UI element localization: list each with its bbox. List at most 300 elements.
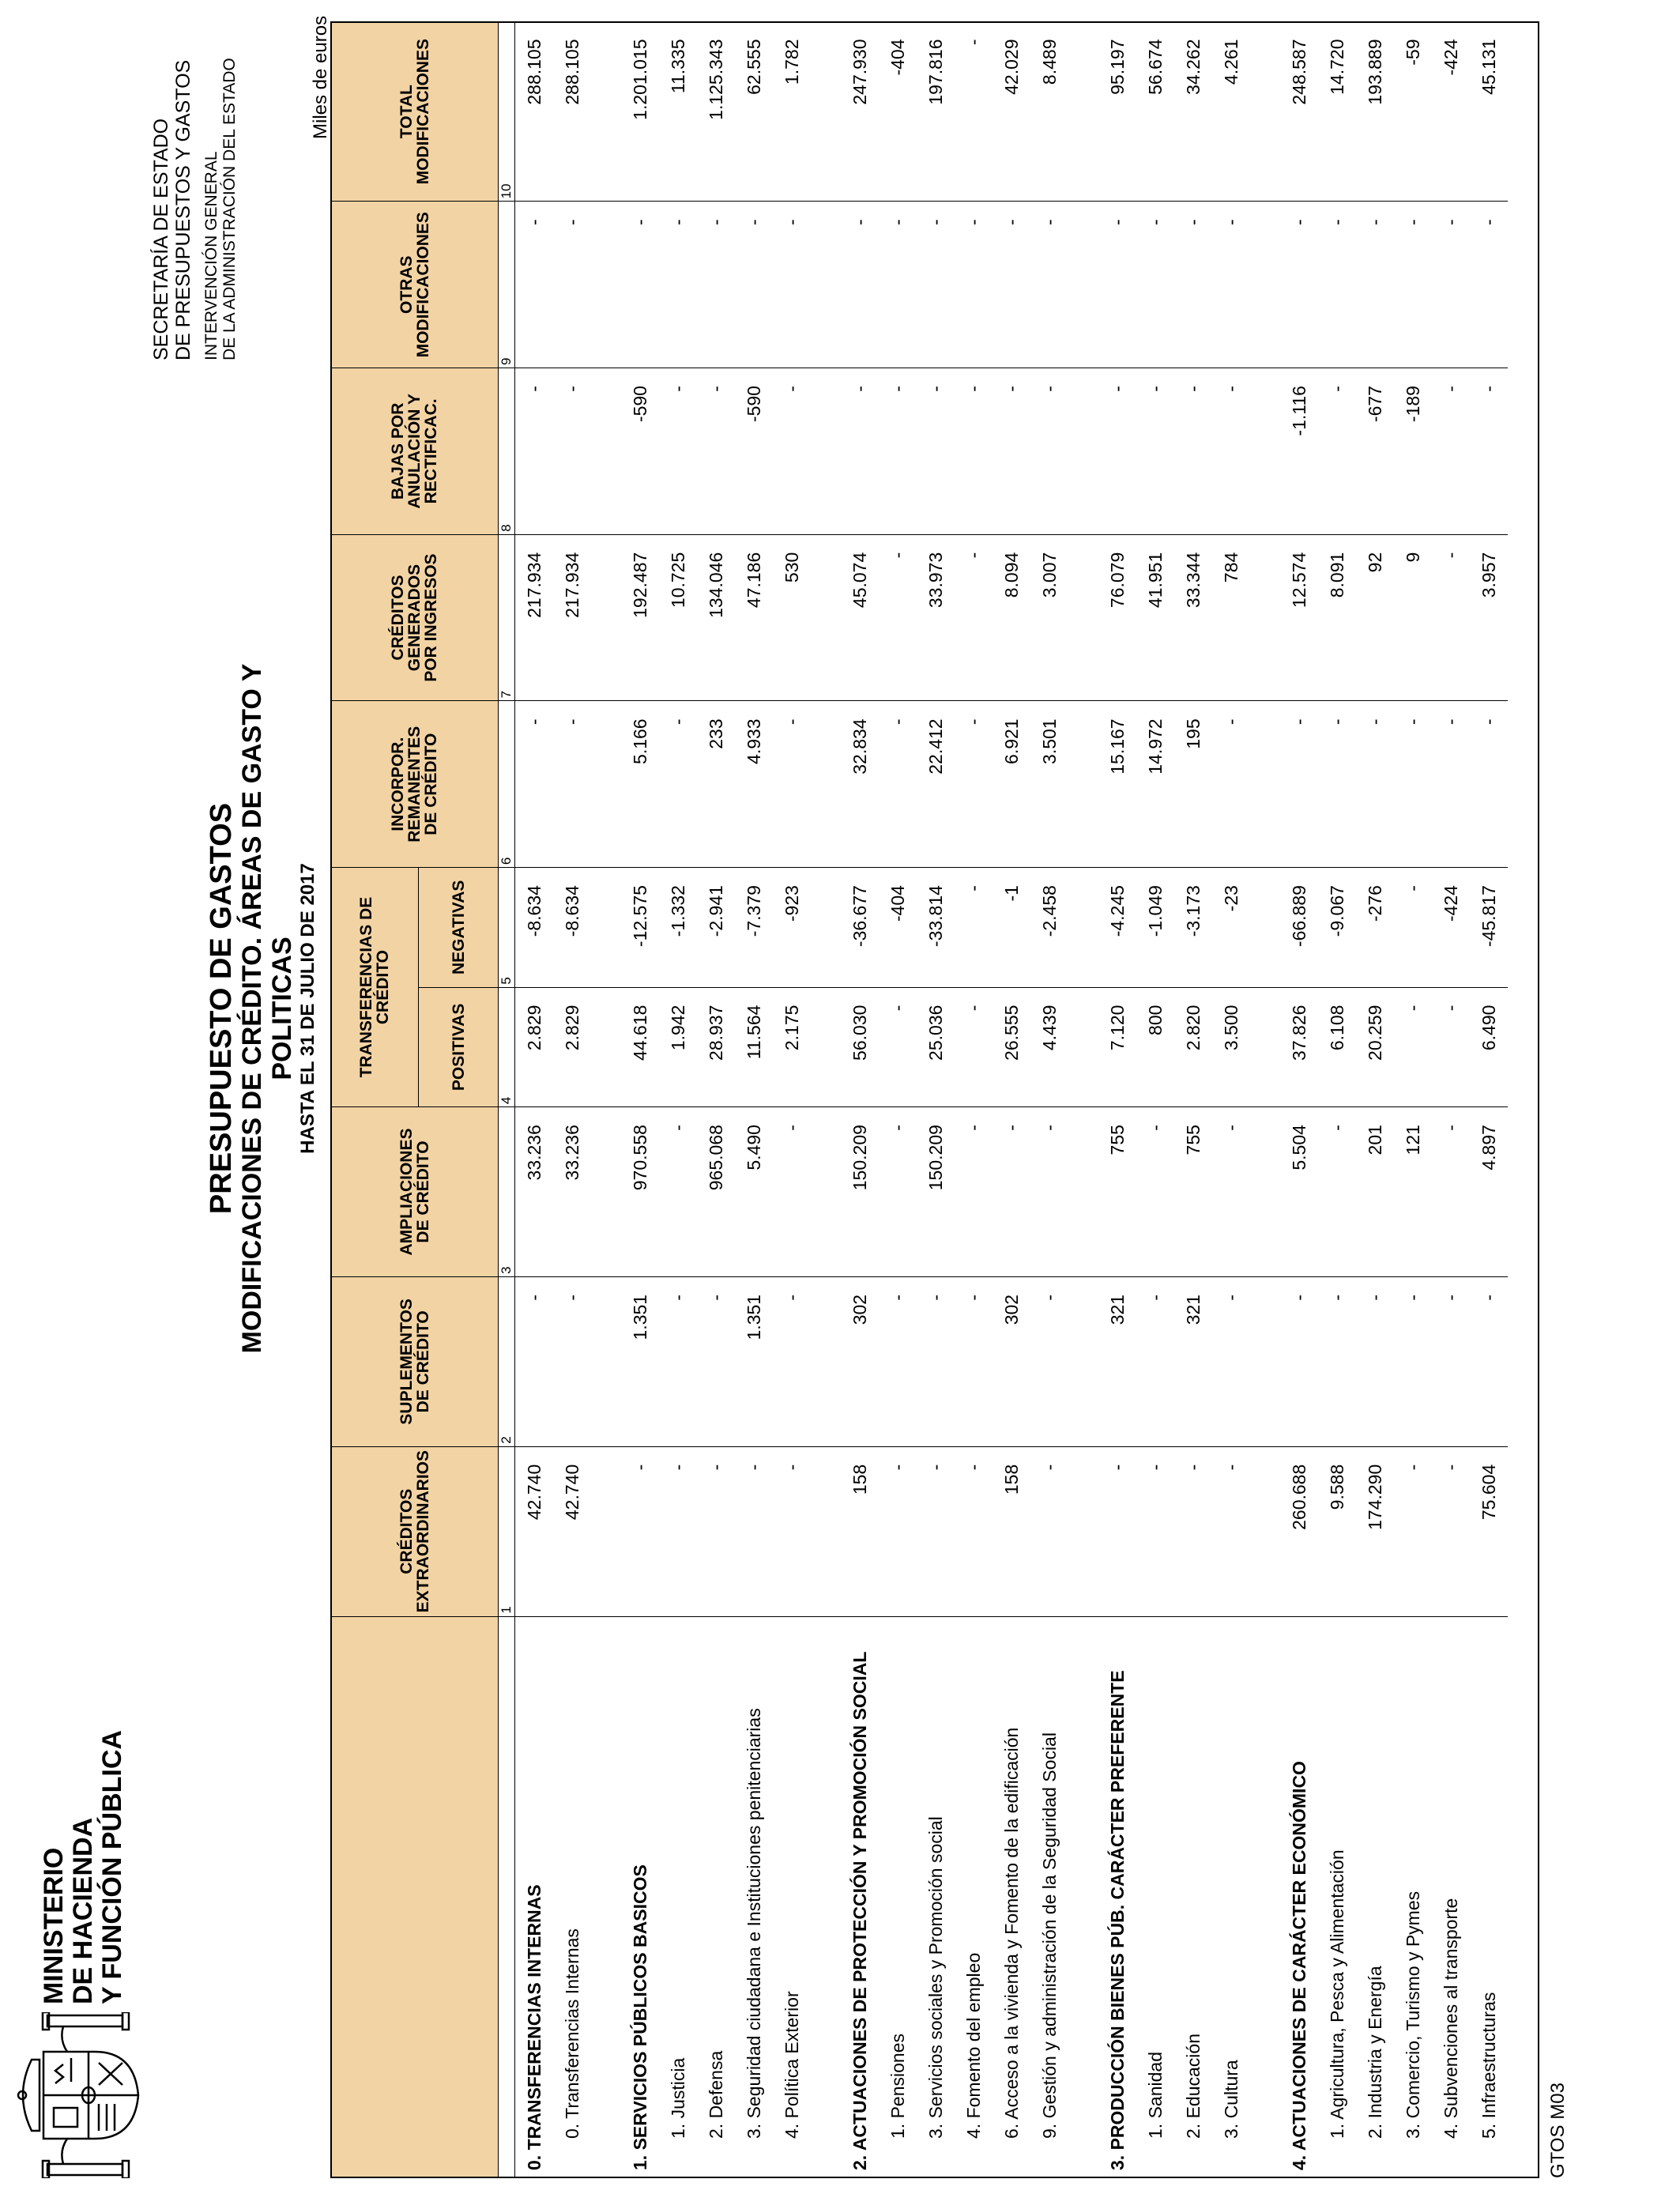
table-row [659,22,697,2179]
cell-value: - [1470,1276,1508,1446]
cell-value: - [773,701,811,868]
cell-value: -59 [1394,22,1432,202]
cell-value: - [1432,701,1470,868]
cell-value: 260.688 [1280,1446,1318,1616]
col-10-header: TOTAL MODIFICACIONES [331,22,499,202]
cell-value: - [955,1276,993,1446]
cell-value: - [773,202,811,368]
spacer-row [1250,22,1280,2179]
cell-value: - [1432,987,1470,1107]
cell-value: - [955,22,993,202]
col-1-header: CRÉDITOS EXTRAORDINARIOS [331,1446,499,1616]
cell-value: - [621,1446,659,1616]
cell-value: - [917,1276,955,1446]
cell-value: - [917,368,955,535]
secretaria-line-2: DE PRESUPUESTOS Y GASTOS [172,59,194,360]
units-label: Miles de euros [310,15,331,139]
cell-value: - [1030,1446,1068,1616]
cell-value: 965.068 [697,1107,735,1277]
spacer-row [1068,22,1098,2179]
cell-value: - [1212,1107,1250,1277]
cell-value: - [735,1446,773,1616]
cell-value: - [841,368,879,535]
cell-value: 76.079 [1098,534,1136,701]
cell-value: 1.351 [621,1276,659,1446]
cell-value: - [879,701,917,868]
cell-value: - [993,1107,1030,1277]
cell-value: - [1174,202,1212,368]
col-5-header: NEGATIVAS [419,868,499,988]
cell-value: - [553,1276,591,1446]
cell-value: 56.674 [1136,22,1174,202]
secretaria-block [150,58,239,360]
cell-value: - [1136,1276,1174,1446]
cell-value: - [659,1446,697,1616]
table-row [1030,22,1068,2179]
cell-value: 28.937 [697,987,735,1107]
modifications-table [330,21,1539,2178]
table-row [917,22,955,2179]
col-7-header: CRÉDITOS GENERADOS POR INGRESOS [331,534,499,701]
cell-value: - [1280,202,1318,368]
cell-value: 174.290 [1356,1446,1394,1616]
cell-value: -9.067 [1318,868,1356,988]
cell-value: 150.209 [841,1107,879,1277]
cell-value: 42.740 [515,1446,554,1616]
cell-value: 248.587 [1280,22,1318,202]
cell-value: - [1030,1276,1068,1446]
table-row [993,22,1030,2179]
row-label: 2. ACTUACIONES DE PROTECCIÓN Y PROMOCIÓN SOCIAL [849,1651,870,2170]
table-row [1212,22,1250,2179]
cell-value: 192.487 [621,534,659,701]
cell-value: 33.344 [1174,534,1212,701]
row-label: 2. Educación [1182,2034,1203,2139]
cell-value: - [1030,368,1068,535]
col-number: 10 [499,22,515,202]
cell-value: 33.236 [515,1107,554,1277]
cell-value: -1.116 [1280,368,1318,535]
cell-value: -12.575 [621,868,659,988]
table-row [773,22,811,2179]
cell-value: 9 [1394,534,1432,701]
cell-value: - [879,534,917,701]
group-row [1280,22,1318,2179]
col-3-header: AMPLIACIONES DE CRÉDITO [331,1107,499,1277]
row-label: 1. Sanidad [1144,2052,1166,2139]
cell-value: 321 [1098,1276,1136,1446]
cell-value: - [1432,202,1470,368]
cell-value: 10.725 [659,534,697,701]
cell-value: 25.036 [917,987,955,1107]
cell-value: 33.973 [917,534,955,701]
table-row [955,22,993,2179]
cell-value: 302 [841,1276,879,1446]
cell-value: - [955,534,993,701]
row-label: 1. SERVICIOS PÚBLICOS BASICOS [629,1864,650,2170]
cell-value: 26.555 [993,987,1030,1107]
ministry-line-3: Y FUNCIÓN PÚBLICA [97,1730,127,2004]
row-label: 4. Subvenciones al transporte [1440,1898,1461,2139]
cell-value: 3.500 [1212,987,1250,1107]
cell-value: 56.030 [841,987,879,1107]
cell-value: 158 [841,1446,879,1616]
cell-value: -404 [879,22,917,202]
transfer-header: TRANSFERENCIAS DE CRÉDITO [331,868,419,1107]
cell-value: - [1136,1107,1174,1277]
cell-value: 8.094 [993,534,1030,701]
cell-value: 3.501 [1030,701,1068,868]
col-number: 7 [499,534,515,701]
cell-value: 5.504 [1280,1107,1318,1277]
cell-value: 217.934 [515,534,554,701]
cell-value: - [621,202,659,368]
cell-value: - [659,701,697,868]
report-title-block [205,613,319,1404]
cell-value: 34.262 [1174,22,1212,202]
cell-value: - [955,868,993,988]
spacer-row [811,22,841,2179]
cell-value: 1.782 [773,22,811,202]
cell-value: 4.933 [735,701,773,868]
cell-value: - [955,1446,993,1616]
cell-value: - [879,368,917,535]
cell-value: 288.105 [515,22,554,202]
cell-value: 22.412 [917,701,955,868]
cell-value: 5.166 [621,701,659,868]
report-title: PRESUPUESTO DE GASTOS [205,802,238,1215]
cell-value: 247.930 [841,22,879,202]
col-4-header: POSITIVAS [419,987,499,1107]
cell-value: - [1174,1446,1212,1616]
cell-value: - [955,1107,993,1277]
column-number-row [499,22,515,2179]
cell-value: 800 [1136,987,1174,1107]
group-row [841,22,879,2179]
cell-value: 3.007 [1030,534,1068,701]
cell-value: - [1394,701,1432,868]
cell-value: 11.335 [659,22,697,202]
footer-code: GTOS M03 [1547,2083,1569,2178]
cell-value: - [879,202,917,368]
cell-value: - [1030,202,1068,368]
cell-value: 6.490 [1470,987,1508,1107]
cell-value: - [879,987,917,1107]
col-number: 6 [499,701,515,868]
cell-value: 47.186 [735,534,773,701]
col-number: 3 [499,1107,515,1277]
cell-value: -66.889 [1280,868,1318,988]
cell-value: - [553,701,591,868]
table-row [735,22,773,2179]
cell-value: -276 [1356,868,1394,988]
cell-value: 75.604 [1470,1446,1508,1616]
cell-value: 45.074 [841,534,879,701]
cell-value: - [1394,987,1432,1107]
intervencion-line-1: INTERVENCIÓN GENERAL [202,151,220,360]
cell-value: 14.720 [1318,22,1356,202]
cell-value: - [1318,1276,1356,1446]
row-label: 6. Acceso a la vivienda y Fomento de la edificación [1000,1727,1022,2139]
col-6-header: INCORPOR. REMANENTES DE CRÉDITO [331,701,499,868]
cell-value: 4.897 [1470,1107,1508,1277]
col-number: 8 [499,368,515,535]
cell-value: - [773,368,811,535]
cell-value: - [1394,202,1432,368]
cell-value: - [659,202,697,368]
cell-value: 302 [993,1276,1030,1446]
cell-value: -590 [621,368,659,535]
cell-value: - [735,202,773,368]
ministry-line-2: DE HACIENDA [68,1817,98,2004]
cell-value: - [1212,1276,1250,1446]
table-row [1174,22,1212,2179]
table-row [1432,22,1470,2179]
cell-value: -4.245 [1098,868,1136,988]
cell-value: - [1098,1446,1136,1616]
cell-value: -23 [1212,868,1250,988]
cell-value: - [515,1276,554,1446]
cell-value: 1.201.015 [621,22,659,202]
cell-value: - [1432,368,1470,535]
cell-value: - [1212,368,1250,535]
cell-value: - [1394,868,1432,988]
cell-value: - [697,1276,735,1446]
cell-value: 2.820 [1174,987,1212,1107]
cell-value: 197.816 [917,22,955,202]
cell-value: 37.826 [1280,987,1318,1107]
cell-value: 8.489 [1030,22,1068,202]
cell-value: - [1394,1276,1432,1446]
cell-value: - [1318,1107,1356,1277]
cell-value: - [1136,202,1174,368]
cell-value: -590 [735,368,773,535]
cell-value: 1.351 [735,1276,773,1446]
cell-value: - [773,1446,811,1616]
group-row [621,22,659,2179]
cell-value: - [553,368,591,535]
table-row [553,22,591,2179]
row-label: 3. Seguridad ciudadana e Instituciones penitenciarias [743,1708,764,2139]
intervencion-line-2: DE LA ADMINISTRACIÓN DEL ESTADO [220,58,239,360]
cell-value: - [1098,368,1136,535]
cell-value: -8.634 [553,868,591,988]
table-body [515,22,1509,2179]
table-row [1136,22,1174,2179]
row-label: 1. Justicia [667,2057,688,2139]
cell-value: - [1470,701,1508,868]
report-date: HASTA EL 31 DE JULIO DE 2017 [297,863,318,1154]
cell-value: 4.439 [1030,987,1068,1107]
cell-value: 755 [1098,1107,1136,1277]
cell-value: 3.957 [1470,534,1508,701]
cell-value: -8.634 [515,868,554,988]
cell-value: 5.490 [735,1107,773,1277]
cell-value: 158 [993,1446,1030,1616]
cell-value: - [515,368,554,535]
concept-header [331,1616,499,2178]
cell-value: 11.564 [735,987,773,1107]
cell-value: 32.834 [841,701,879,868]
row-label: 2. Defensa [705,2050,726,2139]
cell-value: - [879,1276,917,1446]
cell-value: - [1356,1276,1394,1446]
cell-value: - [1470,202,1508,368]
cell-value: 6.921 [993,701,1030,868]
table-row [697,22,735,2179]
row-label: 3. Cultura [1220,2060,1241,2139]
col-number: 1 [499,1446,515,1616]
row-label: 2. Industria y Energía [1364,1966,1385,2139]
row-label: 3. PRODUCCIÓN BIENES PÚB. CARÁCTER PREFERENTE [1106,1670,1128,2170]
cell-value: - [1432,534,1470,701]
table-row [879,22,917,2179]
cell-value: - [1318,701,1356,868]
cell-value: 95.197 [1098,22,1136,202]
cell-value: - [1174,368,1212,535]
cell-value: - [659,368,697,535]
group-row [1098,22,1136,2179]
cell-value: -1 [993,868,1030,988]
cell-value: - [1212,701,1250,868]
ministry-line-1: MINISTERIO [39,1847,69,2004]
cell-value: - [1432,1446,1470,1616]
cell-value: - [1318,368,1356,535]
cell-value: 62.555 [735,22,773,202]
cell-value: - [1432,1276,1470,1446]
col-2-header: SUPLEMENTOS DE CRÉDITO [331,1276,499,1446]
cell-value: 7.120 [1098,987,1136,1107]
cell-value: -189 [1394,368,1432,535]
cell-value: 121 [1394,1107,1432,1277]
cell-value: 8.091 [1318,534,1356,701]
cell-value: - [1212,1446,1250,1616]
cell-value: 33.236 [553,1107,591,1277]
cell-value: - [917,1446,955,1616]
group-row [515,22,554,2179]
cell-value: -404 [879,868,917,988]
cell-value: - [1356,202,1394,368]
row-label: 4. Política Exterior [781,1991,802,2139]
cell-value: 530 [773,534,811,701]
cell-value: 6.108 [1318,987,1356,1107]
cell-value: -45.817 [1470,868,1508,988]
row-label: 4. ACTUACIONES DE CARÁCTER ECONÓMICO [1288,1761,1309,2170]
cell-value: - [773,1107,811,1277]
cell-value: 755 [1174,1107,1212,1277]
secretaria-line-1: SECRETARÍA DE ESTADO [150,118,172,360]
row-label: 9. Gestión y administración de la Seguridad Social [1038,1732,1060,2139]
cell-value: 42.029 [993,22,1030,202]
cell-value: - [1394,1446,1432,1616]
col-number: 2 [499,1276,515,1446]
cell-value: -7.379 [735,868,773,988]
cell-value: - [1470,368,1508,535]
cell-value: - [515,701,554,868]
row-label: 3. Comercio, Turismo y Pymes [1402,1891,1423,2139]
cell-value: -2.458 [1030,868,1068,988]
cell-value: - [1098,202,1136,368]
row-label: 4. Fomento del empleo [962,1952,984,2139]
cell-value: - [515,202,554,368]
cell-value: 44.618 [621,987,659,1107]
cell-value: - [697,1446,735,1616]
table-row [1394,22,1432,2179]
cell-value: - [993,368,1030,535]
cell-value: 233 [697,701,735,868]
cell-value: -424 [1432,868,1470,988]
cell-value: 150.209 [917,1107,955,1277]
cell-value: -923 [773,868,811,988]
col-number: 5 [499,868,515,988]
cell-value: - [697,202,735,368]
cell-value: 14.972 [1136,701,1174,868]
cell-value: - [1280,701,1318,868]
table-row [1318,22,1356,2179]
cell-value: -36.677 [841,868,879,988]
report-subtitle: MODIFICACIONES DE CRÉDITO. ÁREAS DE GASTO Y POLITICAS [237,663,297,1354]
cell-value: 784 [1212,534,1250,701]
cell-value: 288.105 [553,22,591,202]
cell-value: -33.814 [917,868,955,988]
cell-value: - [1356,701,1394,868]
cell-value: 45.131 [1470,22,1508,202]
col-8-header: BAJAS POR ANULACIÓN Y RECTIFICAC. [331,368,499,535]
col-9-header: OTRAS MODIFICACIONES [331,202,499,368]
row-label: 1. Agricultura, Pesca y Alimentación [1326,1849,1347,2139]
cell-value: - [955,987,993,1107]
cell-value: - [659,1276,697,1446]
cell-value: - [1136,368,1174,535]
cell-value: -2.941 [697,868,735,988]
table-row [1356,22,1394,2179]
cell-value: - [955,368,993,535]
table-row [1470,22,1508,2179]
cell-value: 42.740 [553,1446,591,1616]
cell-value: - [1280,1276,1318,1446]
cell-value: 193.889 [1356,22,1394,202]
ministry-name [40,1730,127,2004]
coat-of-arms-icon [16,2012,142,2178]
cell-value: 9.588 [1318,1446,1356,1616]
row-label: 0. Transferencias Internas [561,1928,582,2139]
cell-value: 134.046 [697,534,735,701]
cell-value: 321 [1174,1276,1212,1446]
cell-value: - [697,368,735,535]
cell-value: 1.942 [659,987,697,1107]
cell-value: -1.332 [659,868,697,988]
cell-value: - [1030,1107,1068,1277]
row-label: 1. Pensiones [887,2034,908,2139]
cell-value: - [773,1276,811,1446]
cell-value: 15.167 [1098,701,1136,868]
cell-value: 201 [1356,1107,1394,1277]
cell-value: 20.259 [1356,987,1394,1107]
cell-value: -424 [1432,22,1470,202]
row-label: 0. TRANSFERENCIAS INTERNAS [523,1884,544,2170]
cell-value: - [553,202,591,368]
cell-value: - [1212,202,1250,368]
cell-value: - [917,202,955,368]
cell-value: -1.049 [1136,868,1174,988]
col-number: 4 [499,987,515,1107]
cell-value: - [879,1446,917,1616]
cell-value: - [1432,1107,1470,1277]
cell-value: 195 [1174,701,1212,868]
cell-value: -677 [1356,368,1394,535]
cell-value: - [1318,202,1356,368]
cell-value: - [1136,1446,1174,1616]
